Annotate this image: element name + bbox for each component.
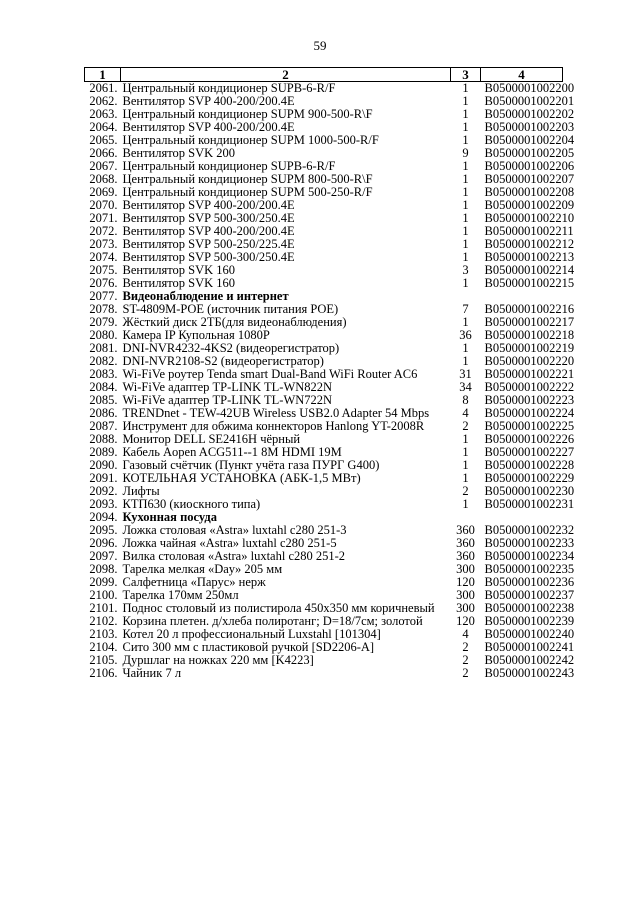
row-quantity: 300 — [456, 588, 475, 602]
row-inventory-code: B0500001002225 — [484, 419, 575, 433]
row-number: 2070. — [89, 198, 118, 212]
row-number: 2082. — [89, 354, 118, 368]
row-number: 2069. — [89, 185, 118, 199]
row-number: 2079. — [89, 315, 118, 329]
row-item-name: Ложка чайная «Astra» luxtahl c280 251-5 — [122, 537, 337, 550]
row-quantity: 300 — [456, 601, 475, 615]
row-item-name: Корзина плетен. д/хлеба полиротанг; D=18/7см; золотой — [122, 615, 423, 628]
row-item-name: Центральный кондиционер SUPB-6-R/F — [122, 81, 336, 95]
row-item-name: Сито 300 мм с пластиковой ручкой [SD2206-A] — [122, 641, 375, 654]
row-number: 2072. — [89, 224, 118, 238]
row-number: 2077. — [89, 289, 118, 303]
row-number: 2062. — [89, 94, 118, 108]
row-quantity: 9 — [462, 146, 469, 160]
table-header-row — [85, 68, 563, 82]
row-quantity: 1 — [462, 497, 469, 511]
row-item-name: Центральный кондиционер SUPM 800-500-R\F — [122, 173, 373, 186]
row-inventory-code: B0500001002232 — [484, 523, 575, 537]
row-item-name: Вентилятор SVK 160 — [122, 277, 236, 290]
row-inventory-code: B0500001002212 — [484, 237, 575, 251]
row-item-name: Лифты — [122, 485, 160, 498]
row-number: 2083. — [89, 367, 118, 381]
row-inventory-code: B0500001002205 — [484, 146, 575, 160]
row-item-name: Жёсткий диск 2ТБ(для видеонаблюдения) — [122, 316, 347, 329]
row-inventory-code: B0500001002207 — [484, 172, 575, 186]
row-number: 2091. — [89, 471, 118, 485]
row-item-name: Камера IP Купольная 1080P — [122, 329, 270, 342]
row-item-name: DNI-NVR4232-4KS2 (видеорегистратор) — [122, 342, 340, 355]
row-item-name: Вентилятор SVP 400-200/200.4E — [122, 225, 295, 238]
row-number: 2065. — [89, 133, 118, 147]
row-inventory-code: B0500001002201 — [484, 94, 575, 108]
row-item-name: Чайник 7 л — [122, 667, 182, 680]
row-quantity: 120 — [456, 575, 475, 589]
row-inventory-code: B0500001002236 — [484, 575, 575, 589]
row-quantity: 1 — [462, 81, 469, 95]
row-number: 2073. — [89, 237, 118, 251]
row-quantity: 7 — [462, 302, 469, 316]
row-inventory-code: B0500001002228 — [484, 458, 575, 472]
row-number: 2084. — [89, 380, 118, 394]
row-item-name: Газовый счётчик (Пункт учёта газа ПУРГ G400) — [122, 459, 380, 472]
row-item-name: Wi-FiVe роутер Tenda smart Dual-Band WiFi Router AC6 — [122, 368, 418, 381]
row-inventory-code: B0500001002200 — [484, 81, 575, 95]
row-number: 2085. — [89, 393, 118, 407]
row-item-name: DNI-NVR2108-S2 (видеорегистратор) — [122, 355, 324, 368]
row-item-name: Салфетница «Парус» нерж — [122, 576, 266, 589]
row-inventory-code: B0500001002237 — [484, 588, 575, 602]
row-inventory-code: B0500001002206 — [484, 159, 575, 173]
row-inventory-code: B0500001002229 — [484, 471, 575, 485]
row-quantity: 1 — [462, 94, 469, 108]
row-quantity: 1 — [462, 198, 469, 212]
row-number: 2087. — [89, 419, 118, 433]
row-quantity: 2 — [462, 653, 469, 667]
row-item-name: Вентилятор SVP 500-250/225.4E — [122, 238, 295, 251]
row-quantity: 1 — [462, 250, 469, 264]
row-number: 2078. — [89, 302, 118, 316]
row-quantity: 300 — [456, 562, 475, 576]
table-row — [85, 498, 563, 511]
row-number: 2090. — [89, 458, 118, 472]
row-inventory-code: B0500001002208 — [484, 185, 575, 199]
row-item-name: Вилка столовая «Astra» luxtahl c280 251-2 — [122, 550, 346, 563]
row-inventory-code: B0500001002226 — [484, 432, 575, 446]
row-number: 2093. — [89, 497, 118, 511]
row-item-name: TRENDnet - TEW-42UB Wireless USB2.0 Adapter 54 Mbps — [122, 407, 430, 420]
row-inventory-code: B0500001002235 — [484, 562, 575, 576]
row-item-name: Вентилятор SVP 400-200/200.4E — [122, 199, 295, 212]
row-number: 2061. — [89, 81, 118, 95]
row-quantity: 360 — [456, 549, 475, 563]
row-quantity: 1 — [462, 120, 469, 134]
row-item-name: Тарелка мелкая «Day» 205 мм — [122, 563, 283, 576]
row-inventory-code: B0500001002217 — [484, 315, 575, 329]
row-quantity: 1 — [462, 224, 469, 238]
row-item-name: Кухонная посуда — [122, 511, 217, 524]
row-quantity: 1 — [462, 276, 469, 290]
row-item-name: Котел 20 л профессиональный Luxstahl [101304] — [122, 628, 381, 641]
row-quantity: 1 — [462, 211, 469, 225]
row-item-name: Wi-FiVe адаптер TP-LINK TL-WN822N — [122, 381, 333, 394]
column-header-number: 1 — [85, 68, 121, 82]
row-number: 2106. — [89, 666, 118, 680]
row-quantity: 1 — [462, 341, 469, 355]
row-number: 2098. — [89, 562, 118, 576]
column-header-name: 2 — [121, 68, 451, 82]
row-inventory-code: B0500001002242 — [484, 653, 575, 667]
row-number: 2080. — [89, 328, 118, 342]
row-quantity: 31 — [459, 367, 472, 381]
row-item-name: Монитор DELL SE2416H чёрный — [122, 433, 301, 446]
row-item-name: Вентилятор SVP 500-300/250.4E — [122, 212, 295, 225]
row-number: 2066. — [89, 146, 118, 160]
row-number: 2092. — [89, 484, 118, 498]
row-item-name: Вентилятор SVP 400-200/200.4E — [122, 95, 295, 108]
row-item-name: Центральный кондиционер SUPM 1000-500-R/F — [122, 134, 379, 147]
row-inventory-code: B0500001002234 — [484, 549, 575, 563]
row-number: 2103. — [89, 627, 118, 641]
row-quantity: 4 — [462, 627, 469, 641]
row-inventory-code: B0500001002241 — [484, 640, 575, 654]
row-number: 2095. — [89, 523, 118, 537]
row-inventory-code: B0500001002215 — [484, 276, 575, 290]
row-inventory-code: B0500001002209 — [484, 198, 575, 212]
row-number: 2074. — [89, 250, 118, 264]
row-quantity: 1 — [462, 445, 469, 459]
row-item-name: Тарелка 170мм 250мл — [122, 589, 239, 602]
page-number: 59 — [313, 38, 327, 53]
row-item-name: Вентилятор SVK 200 — [122, 147, 236, 160]
row-number: 2102. — [89, 614, 118, 628]
row-inventory-code: B0500001002213 — [484, 250, 575, 264]
row-inventory-code: B0500001002214 — [484, 263, 575, 277]
row-inventory-code: B0500001002223 — [484, 393, 575, 407]
row-quantity: 4 — [462, 406, 469, 420]
row-number: 2071. — [89, 211, 118, 225]
row-quantity: 1 — [462, 172, 469, 186]
row-quantity: 1 — [462, 458, 469, 472]
row-quantity: 1 — [462, 185, 469, 199]
row-inventory-code: B0500001002240 — [484, 627, 575, 641]
row-inventory-code: B0500001002203 — [484, 120, 575, 134]
row-number: 2064. — [89, 120, 118, 134]
row-inventory-code: B0500001002218 — [484, 328, 575, 342]
row-number: 2076. — [89, 276, 118, 290]
row-inventory-code: B0500001002243 — [484, 666, 575, 680]
row-number: 2088. — [89, 432, 118, 446]
row-item-name: Кабель Aopen ACG511--1 8M HDMI 19M — [122, 446, 342, 459]
row-quantity: 1 — [462, 471, 469, 485]
row-inventory-code: B0500001002220 — [484, 354, 575, 368]
row-item-name: Wi-FiVe адаптер TP-LINK TL-WN722N — [122, 394, 333, 407]
row-quantity: 3 — [462, 263, 469, 277]
row-item-name: Инструмент для обжима коннекторов Hanlong YT-2008R — [122, 420, 425, 433]
table-row — [85, 82, 563, 96]
row-number: 2099. — [89, 575, 118, 589]
row-quantity: 360 — [456, 536, 475, 550]
row-inventory-code: B0500001002221 — [484, 367, 575, 381]
row-item-name: Видеонаблюдение и интернет — [122, 290, 289, 303]
row-quantity: 8 — [462, 393, 469, 407]
row-quantity: 2 — [462, 484, 469, 498]
row-item-name: Ложка столовая «Astra» luxtahl c280 251-3 — [122, 524, 347, 537]
row-item-name: Центральный кондиционер SUPM 500-250-R/F — [122, 186, 373, 199]
row-quantity: 36 — [459, 328, 472, 342]
row-number: 2063. — [89, 107, 118, 121]
row-quantity: 1 — [462, 354, 469, 368]
row-quantity: 1 — [462, 107, 469, 121]
row-item-name: Вентилятор SVK 160 — [122, 264, 236, 277]
row-inventory-code: B0500001002233 — [484, 536, 575, 550]
row-number: 2094. — [89, 510, 118, 524]
row-quantity: 1 — [462, 133, 469, 147]
row-number: 2097. — [89, 549, 118, 563]
row-quantity: 2 — [462, 419, 469, 433]
row-item-name: Центральный кондиционер SUPB-6-R/F — [122, 160, 336, 173]
row-inventory-code: B0500001002238 — [484, 601, 575, 615]
row-inventory-code: B0500001002224 — [484, 406, 575, 420]
row-inventory-code: B0500001002230 — [484, 484, 575, 498]
row-number: 2067. — [89, 159, 118, 173]
row-number: 2105. — [89, 653, 118, 667]
column-header-quantity: 3 — [451, 68, 481, 82]
row-item-name: ST-4809M-POE (источник питания POE) — [122, 303, 339, 316]
row-inventory-code: B0500001002231 — [484, 497, 575, 511]
row-quantity: 1 — [462, 432, 469, 446]
row-number: 2081. — [89, 341, 118, 355]
inventory-table — [84, 67, 575, 680]
row-inventory-code: B0500001002202 — [484, 107, 575, 121]
row-number: 2100. — [89, 588, 118, 602]
row-quantity: 1 — [462, 237, 469, 251]
row-quantity: 2 — [462, 666, 469, 680]
row-item-name: Поднос столовый из полистирола 450х350 мм коричневый — [122, 602, 435, 615]
row-inventory-code: B0500001002211 — [484, 224, 574, 238]
row-number: 2104. — [89, 640, 118, 654]
row-number: 2096. — [89, 536, 118, 550]
row-inventory-code: B0500001002239 — [484, 614, 575, 628]
row-quantity: 34 — [459, 380, 472, 394]
row-number: 2068. — [89, 172, 118, 186]
table-row — [85, 277, 563, 290]
row-inventory-code: B0500001002210 — [484, 211, 575, 225]
column-header-code: 4 — [481, 68, 563, 82]
table-row — [85, 667, 563, 680]
row-inventory-code: B0500001002227 — [484, 445, 575, 459]
row-number: 2086. — [89, 406, 118, 420]
row-number: 2089. — [89, 445, 118, 459]
row-inventory-code: B0500001002219 — [484, 341, 575, 355]
row-item-name: КОТЕЛЬНАЯ УСТАНОВКА (АБК-1,5 МВт) — [122, 472, 361, 485]
row-quantity: 360 — [456, 523, 475, 537]
row-quantity: 2 — [462, 640, 469, 654]
row-quantity: 1 — [462, 315, 469, 329]
row-quantity: 1 — [462, 159, 469, 173]
row-inventory-code: B0500001002222 — [484, 380, 575, 394]
row-quantity: 120 — [456, 614, 475, 628]
row-inventory-code: B0500001002216 — [484, 302, 575, 316]
row-inventory-code: B0500001002204 — [484, 133, 575, 147]
row-item-name: Дуршлаг на ножках 220 мм [K4223] — [122, 654, 314, 667]
row-item-name: Вентилятор SVP 400-200/200.4E — [122, 121, 295, 134]
row-number: 2075. — [89, 263, 118, 277]
row-item-name: КТП630 (киоскного типа) — [122, 498, 261, 511]
row-number: 2101. — [89, 601, 118, 615]
row-item-name: Центральный кондиционер SUPM 900-500-R\F — [122, 108, 373, 121]
row-item-name: Вентилятор SVP 500-300/250.4E — [122, 251, 295, 264]
